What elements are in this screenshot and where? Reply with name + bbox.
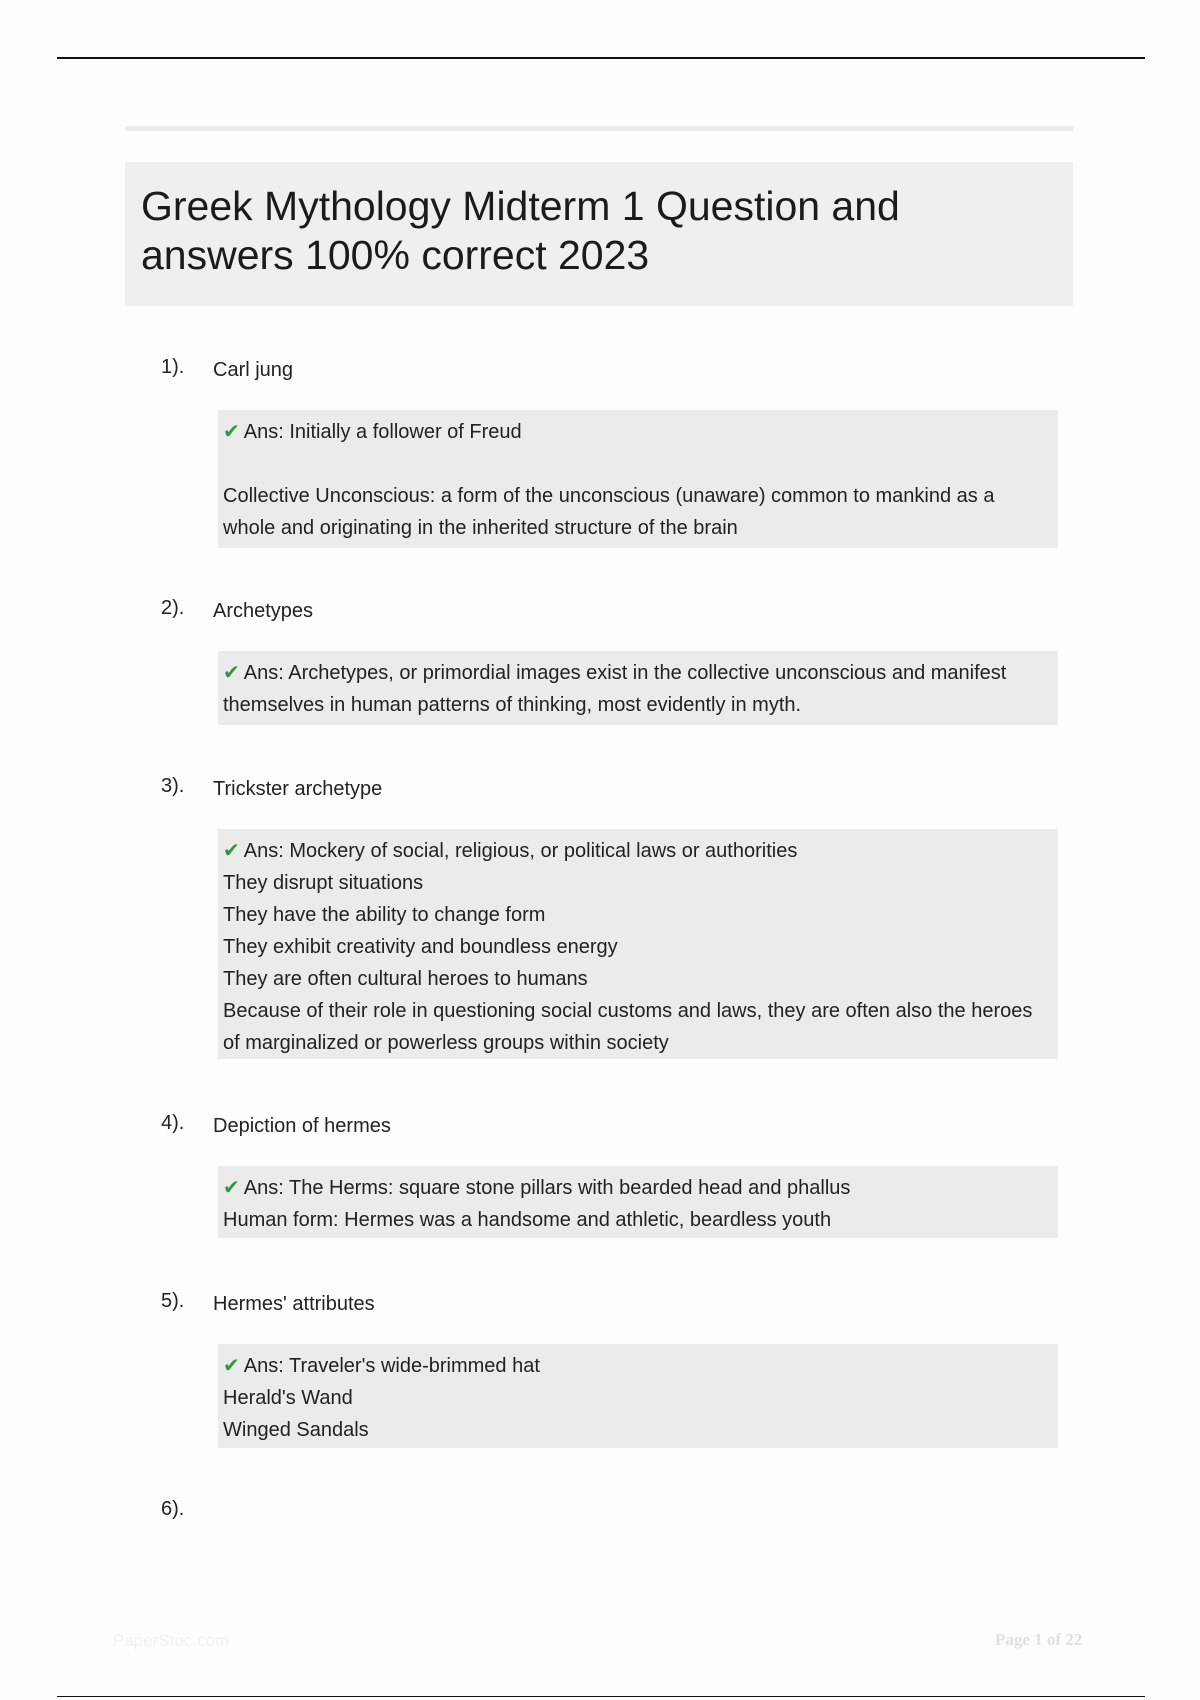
question-term: Hermes' attributes	[213, 1293, 375, 1315]
question-number: 3).	[161, 775, 185, 797]
checkmark-icon: ✔	[223, 1177, 240, 1199]
header-divider	[125, 126, 1073, 131]
answer-text: Ans: Initially a follower of Freud	[243, 421, 522, 443]
question-term: Trickster archetype	[213, 778, 383, 800]
watermark: PaperStoc.com	[113, 1631, 230, 1650]
checkmark-icon: ✔	[223, 1355, 240, 1377]
answer-box	[218, 651, 1058, 725]
page-number: Page 1 of 22	[995, 1630, 1083, 1649]
question-term: Archetypes	[213, 600, 314, 622]
title-box	[125, 162, 1073, 306]
answer-line: They are often cultural heroes to humans	[223, 968, 588, 990]
answer-text: Ans: The Herms: square stone pillars with bearded head and phallus	[243, 1177, 851, 1199]
answer-line: They have the ability to change form	[223, 904, 546, 926]
question-number: 5).	[161, 1290, 185, 1312]
document-title: Greek Mythology Midterm 1 Question and answers 100% correct 2023	[141, 183, 900, 278]
answer-line: They exhibit creativity and boundless energy	[223, 936, 618, 958]
question-number: 1).	[161, 356, 185, 378]
answer-line: Human form: Hermes was a handsome and athletic, beardless youth	[223, 1209, 832, 1231]
question-number: 6).	[161, 1498, 185, 1520]
checkmark-icon: ✔	[223, 421, 240, 443]
top-rule	[57, 57, 1145, 59]
question-number: 2).	[161, 597, 185, 619]
answer-text: Ans: Traveler's wide-brimmed hat	[243, 1355, 540, 1377]
answer-text: Ans: Mockery of social, religious, or political laws or authorities	[243, 840, 798, 862]
checkmark-icon: ✔	[223, 840, 240, 862]
answer-line: Because of their role in questioning social customs and laws, they are often also the heroes of marginalized or powerless groups within society	[223, 1000, 1033, 1054]
checkmark-icon: ✔	[223, 662, 240, 684]
question-term: Depiction of hermes	[213, 1115, 391, 1137]
question-term: Carl jung	[213, 359, 294, 381]
answer-line	[223, 448, 1048, 480]
answer-box	[218, 1166, 1058, 1238]
answer-box	[218, 410, 1058, 548]
answer-line: Herald's Wand	[223, 1387, 353, 1409]
answer-line: Collective Unconscious: a form of the unconscious (unaware) common to mankind as a whole and originating in the inherited structure of the brain	[223, 485, 995, 539]
answer-line: They disrupt situations	[223, 872, 424, 894]
answer-line: Winged Sandals	[223, 1419, 369, 1441]
question-number: 4).	[161, 1112, 185, 1134]
bottom-rule	[57, 1696, 1145, 1697]
answer-text: Ans: Archetypes, or primordial images exist in the collective unconscious and manifest themselves in human patterns of thinking, most evidently in myth.	[223, 662, 1007, 716]
answer-box	[218, 1344, 1058, 1448]
answer-box	[218, 829, 1058, 1059]
